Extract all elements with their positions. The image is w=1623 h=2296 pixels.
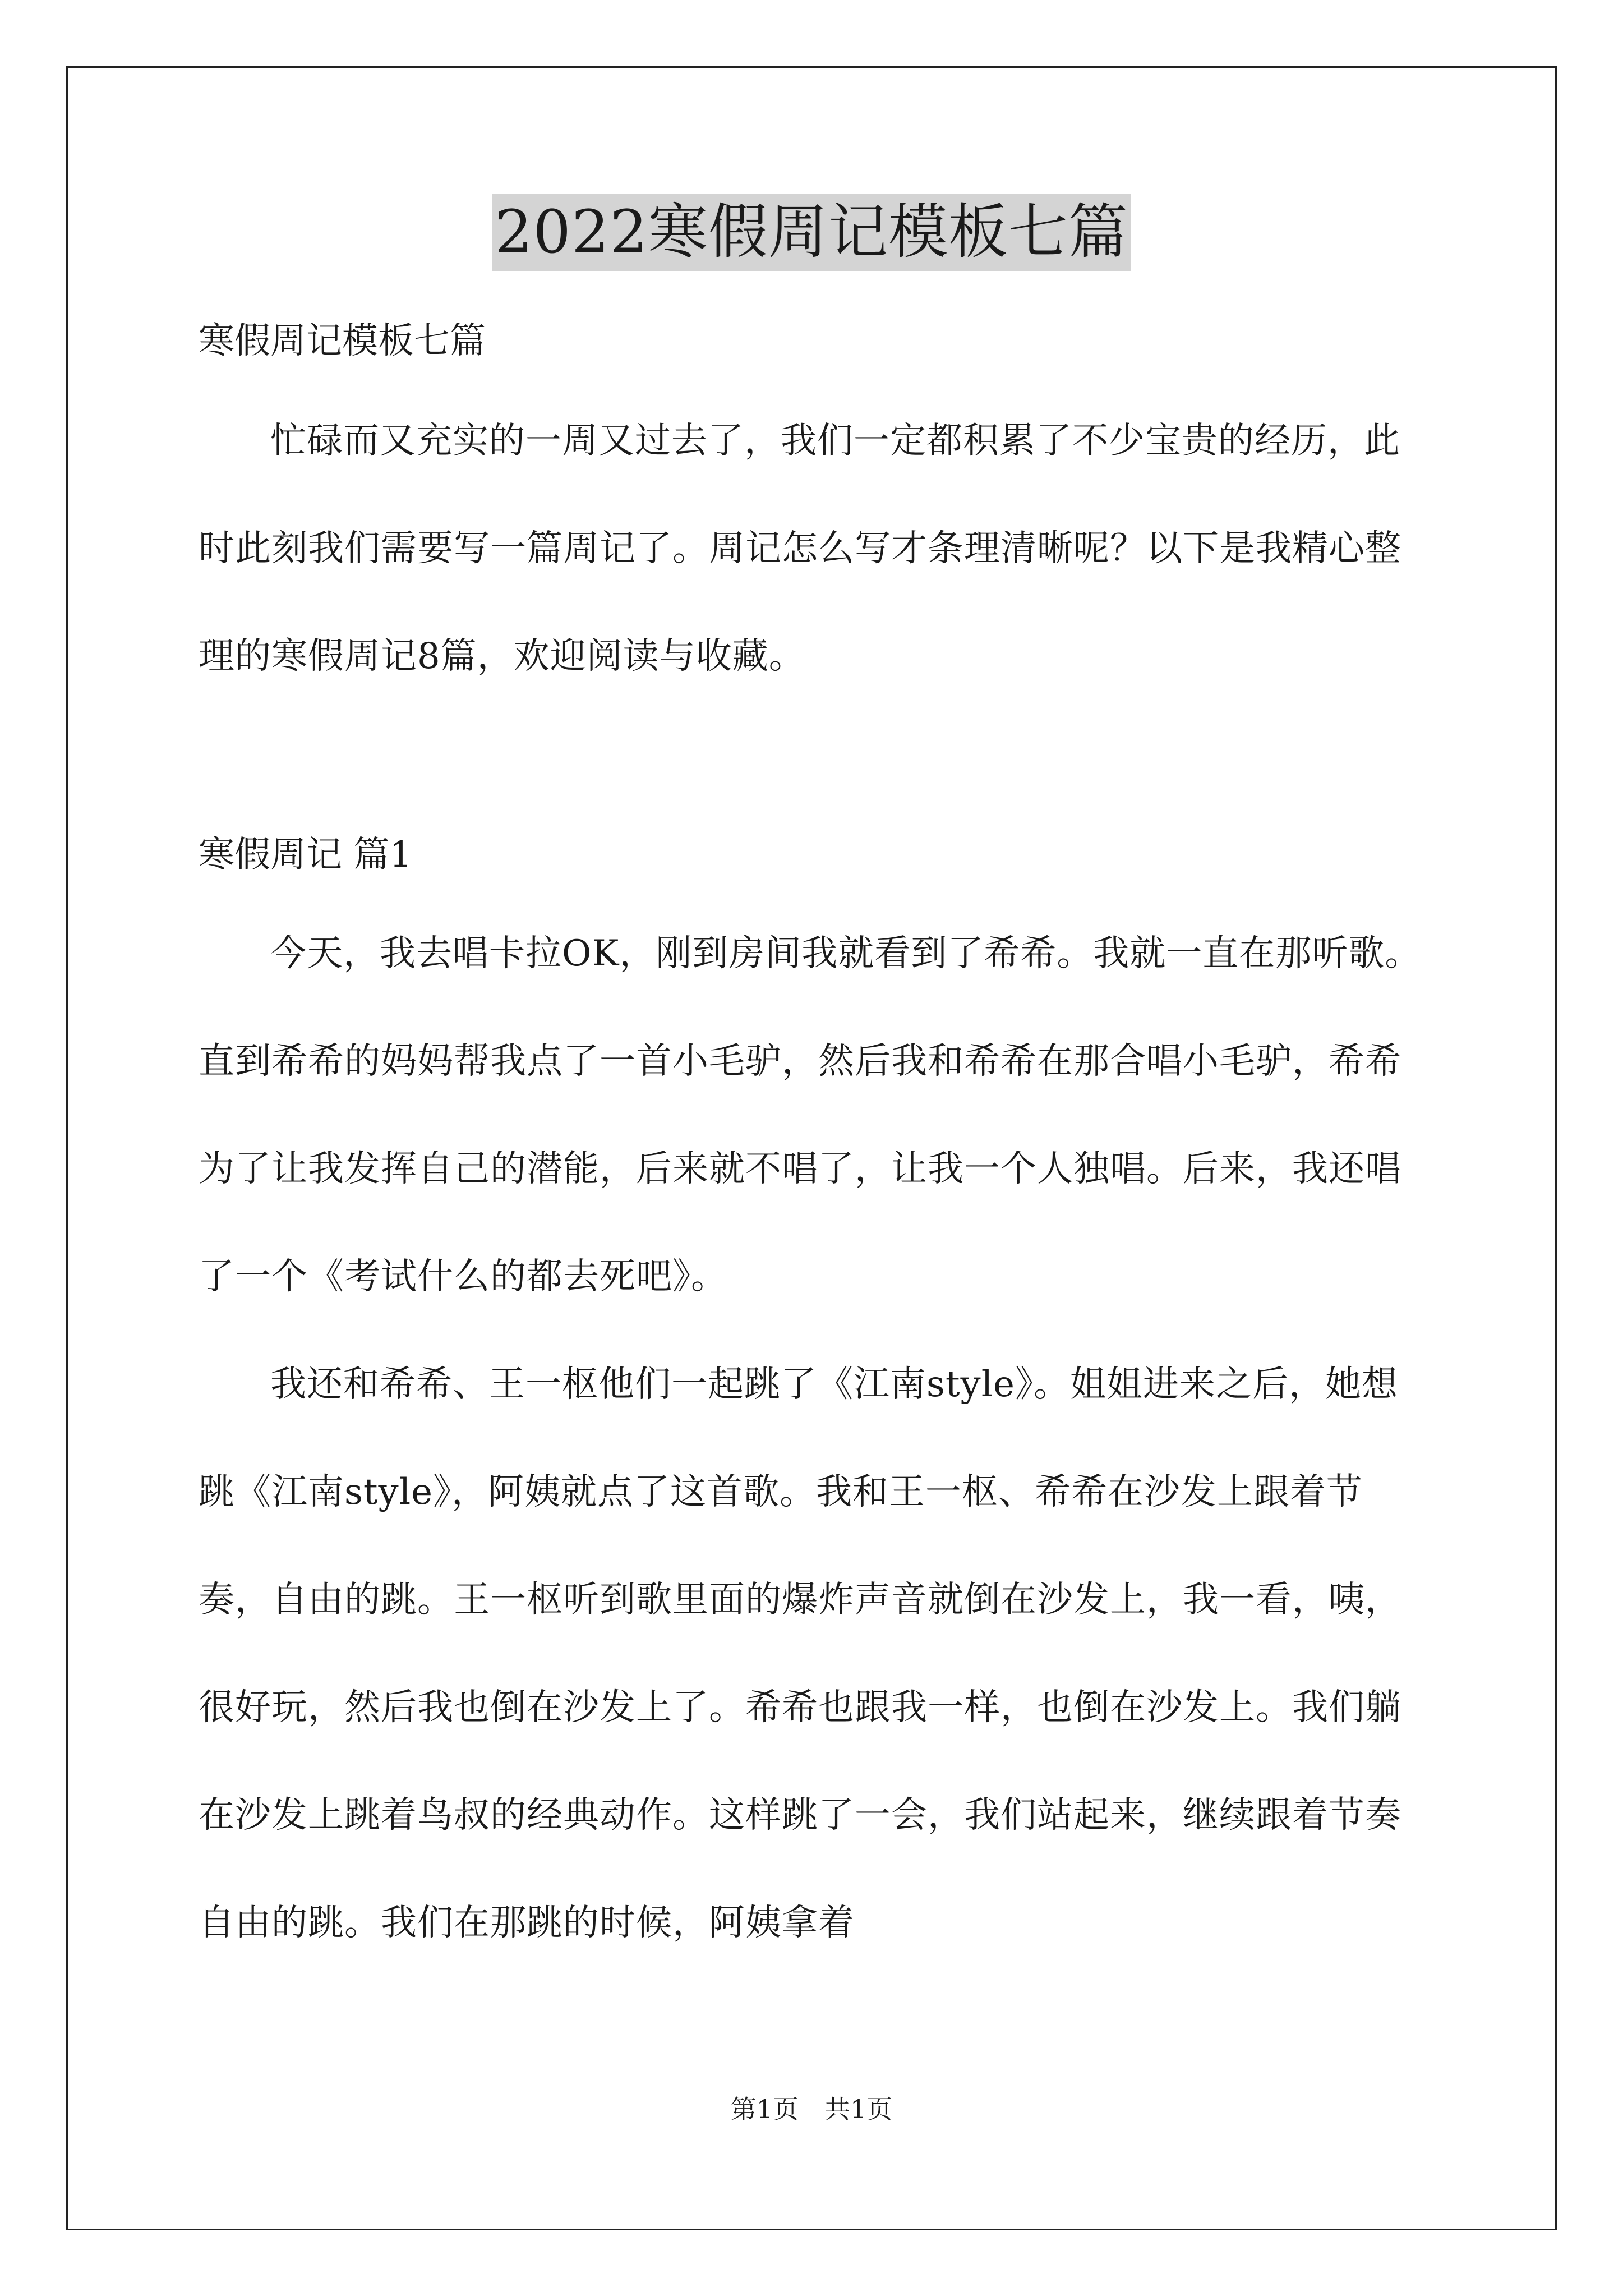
document-title: 2022寒假周记模板七篇 <box>492 194 1131 271</box>
body-paragraph-2: 我还和希希、王一枢他们一起跳了《江南style》。姐姐进来之后，她想跳《江南style》，阿姨就点了这首歌。我和王一枢、希希在沙发上跟着节奏，自由的跳。王一枢听到歌里面的爆炸声音就倒在沙发上，我一看，咦，很好玩，然后我也倒在沙发上了。希希也跟我一样，也倒在沙发上。我们躺在沙发上跳着鸟叔的经典动作。这样跳了一会，我们站起来，继续跟着节奏自由的跳。我们在那跳的时候，阿姨拿着 <box>199 1364 1401 1944</box>
section-heading: 寒假周记 篇1 <box>199 834 413 876</box>
intro-paragraph: 忙碌而又充实的一周又过去了，我们一定都积累了不少宝贵的经历，此时此刻我们需要写一篇周记了。周记怎么写才条理清晰呢？以下是我精心整理的寒假周记8篇，欢迎阅读与收藏。 <box>199 420 1401 677</box>
page-footer: 第1页 共1页 <box>730 2094 893 2124</box>
document-subtitle: 寒假周记模板七篇 <box>199 320 486 362</box>
body-paragraph-1: 今天，我去唱卡拉OK，刚到房间我就看到了希希。我就一直在那听歌。直到希希的妈妈帮我点了一首小毛驴，然后我和希希在那合唱小毛驴，希希为了让我发挥自己的潜能，后来就不唱了，让我一个人独唱。后来，我还唱了一个《考试什么的都去死吧》。 <box>199 933 1422 1297</box>
title-container <box>0 194 1623 271</box>
document-body <box>199 314 1432 1977</box>
